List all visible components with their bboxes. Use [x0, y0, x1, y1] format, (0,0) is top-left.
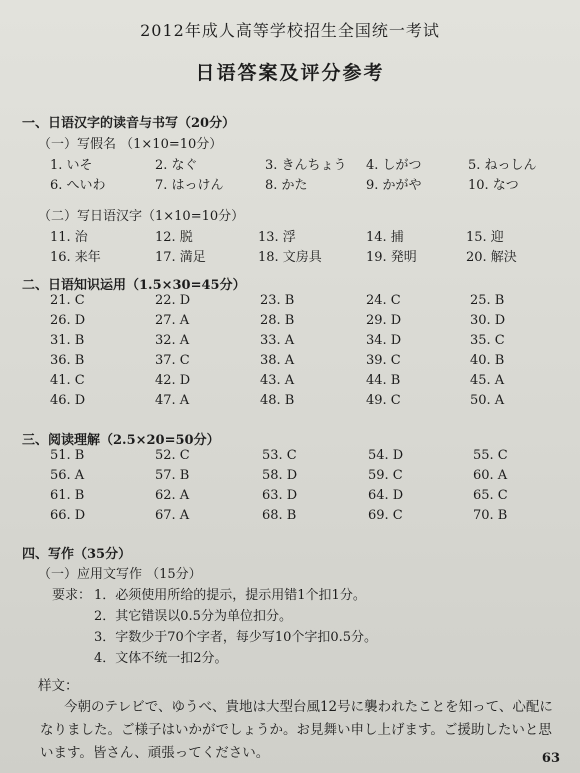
section2-heading: 二、日语知识运用（1.5×30=45分） [22, 278, 246, 293]
answer-item: 20. 解決 [466, 250, 517, 265]
exam-title: 2012年成人高等学校招生全国统一考试 [140, 21, 440, 40]
requirement-item: 3．字数少于70个字者，每少写10个字扣0.5分。 [94, 630, 378, 645]
answer-row [0, 448, 580, 468]
section4-heading: 四、写作（35分） [22, 547, 132, 562]
answer-row [0, 246, 580, 266]
answer-row [0, 353, 580, 373]
answer-item: 48. B [260, 393, 295, 408]
answer-item: 18. 文房具 [258, 250, 322, 265]
answer-item: 45. A [470, 373, 505, 388]
answer-row [0, 393, 580, 413]
section1-part2-heading: （二）写日语汉字（1×10=10分） [38, 209, 245, 224]
answer-item: 22. D [155, 293, 191, 308]
answer-item: 68. B [262, 508, 297, 523]
answer-item: 60. A [473, 468, 508, 483]
answer-item: 3. きんちょう [265, 158, 347, 173]
answer-item: 69. C [368, 508, 403, 523]
answer-item: 10. なつ [468, 178, 519, 193]
answer-item: 4. しがつ [366, 158, 422, 173]
requirements-label: 要求： [52, 588, 92, 603]
answer-item: 52. C [155, 448, 190, 463]
answer-item: 33. A [260, 333, 295, 348]
answer-item: 42. D [155, 373, 191, 388]
sample-text: 今朝のテレビで、ゆうべ、貴地は大型台風12号に襲われたことを知って、心配になりました。ご様子はいかがでしょうか。お見舞い申し上げます。ご援助したいと思います。皆さん、頑張ってください。 [40, 699, 553, 761]
answer-item: 58. D [262, 468, 298, 483]
answer-item: 24. C [366, 293, 401, 308]
answer-item: 63. D [262, 488, 298, 503]
answer-row [0, 174, 580, 194]
section1-part1-heading: （一）写假名 （1×10=10分） [38, 137, 223, 152]
answer-item: 1. いそ [50, 158, 93, 173]
requirement-item: 2．其它错误以0.5分为单位扣分。 [94, 609, 292, 624]
answer-key-title: 日语答案及评分参考 [195, 62, 385, 84]
answer-item: 19. 発明 [366, 250, 417, 265]
answer-item: 27. A [155, 313, 190, 328]
answer-item: 32. A [155, 333, 190, 348]
answer-row [0, 468, 580, 488]
answer-row [0, 293, 580, 313]
answer-item: 36. B [50, 353, 85, 368]
answer-item: 65. C [473, 488, 508, 503]
answer-item: 50. A [470, 393, 505, 408]
answer-item: 17. 満足 [155, 250, 206, 265]
answer-item: 59. C [368, 468, 403, 483]
answer-row [0, 373, 580, 393]
answer-row [0, 333, 580, 353]
answer-item: 35. C [470, 333, 505, 348]
answer-item: 57. B [155, 468, 190, 483]
answer-item: 6. へいわ [50, 178, 106, 193]
answer-item: 39. C [366, 353, 401, 368]
writing-part1-heading: （一）应用文写作 （15分） [38, 567, 202, 582]
answer-item: 49. C [366, 393, 401, 408]
sample-label: 样文： [38, 678, 79, 694]
answer-item: 29. D [366, 313, 402, 328]
answer-item: 11. 治 [50, 230, 88, 245]
answer-item: 16. 来年 [50, 250, 101, 265]
answer-item: 5. ねっしん [468, 158, 537, 173]
answer-item: 7. はっけん [155, 178, 224, 193]
answer-item: 12. 脱 [155, 230, 193, 245]
answer-item: 54. D [368, 448, 404, 463]
answer-item: 61. B [50, 488, 85, 503]
answer-item: 44. B [366, 373, 401, 388]
answer-row [0, 508, 580, 528]
answer-item: 47. A [155, 393, 190, 408]
requirement-item: 1．必须使用所给的提示，提示用错1个扣1分。 [94, 588, 366, 603]
answer-item: 37. C [155, 353, 190, 368]
answer-item: 38. A [260, 353, 295, 368]
requirement-item: 4．文体不统一扣2分。 [94, 651, 228, 666]
answer-row [0, 226, 580, 246]
answer-item: 67. A [155, 508, 190, 523]
answer-item: 15. 迎 [466, 230, 504, 245]
answer-item: 64. D [368, 488, 404, 503]
answer-item: 28. B [260, 313, 295, 328]
answer-item: 26. D [50, 313, 86, 328]
answer-item: 70. B [473, 508, 508, 523]
answer-item: 66. D [50, 508, 86, 523]
answer-item: 53. C [262, 448, 297, 463]
answer-item: 51. B [50, 448, 85, 463]
answer-item: 55. C [473, 448, 508, 463]
answer-item: 43. A [260, 373, 295, 388]
answer-item: 40. B [470, 353, 505, 368]
answer-item: 56. A [50, 468, 85, 483]
section3-heading: 三、阅读理解（2.5×20=50分） [22, 433, 220, 448]
answer-item: 2. なぐ [155, 158, 198, 173]
answer-item: 30. D [470, 313, 506, 328]
answer-row [0, 154, 580, 174]
answer-item: 46. D [50, 393, 86, 408]
answer-item: 31. B [50, 333, 85, 348]
answer-item: 62. A [155, 488, 190, 503]
section1-heading: 一、日语汉字的读音与书写（20分） [22, 116, 236, 131]
answer-item: 23. B [260, 293, 295, 308]
answer-row [0, 488, 580, 508]
answer-item: 25. B [470, 293, 505, 308]
answer-item: 41. C [50, 373, 85, 388]
answer-item: 14. 捕 [366, 230, 404, 245]
answer-item: 34. D [366, 333, 402, 348]
answer-item: 8. かた [265, 178, 308, 193]
answer-item: 9. かがや [366, 178, 422, 193]
answer-item: 21. C [50, 293, 85, 308]
answer-row [0, 313, 580, 333]
answer-item: 13. 浮 [258, 230, 296, 245]
page-number: 63 [541, 751, 560, 766]
